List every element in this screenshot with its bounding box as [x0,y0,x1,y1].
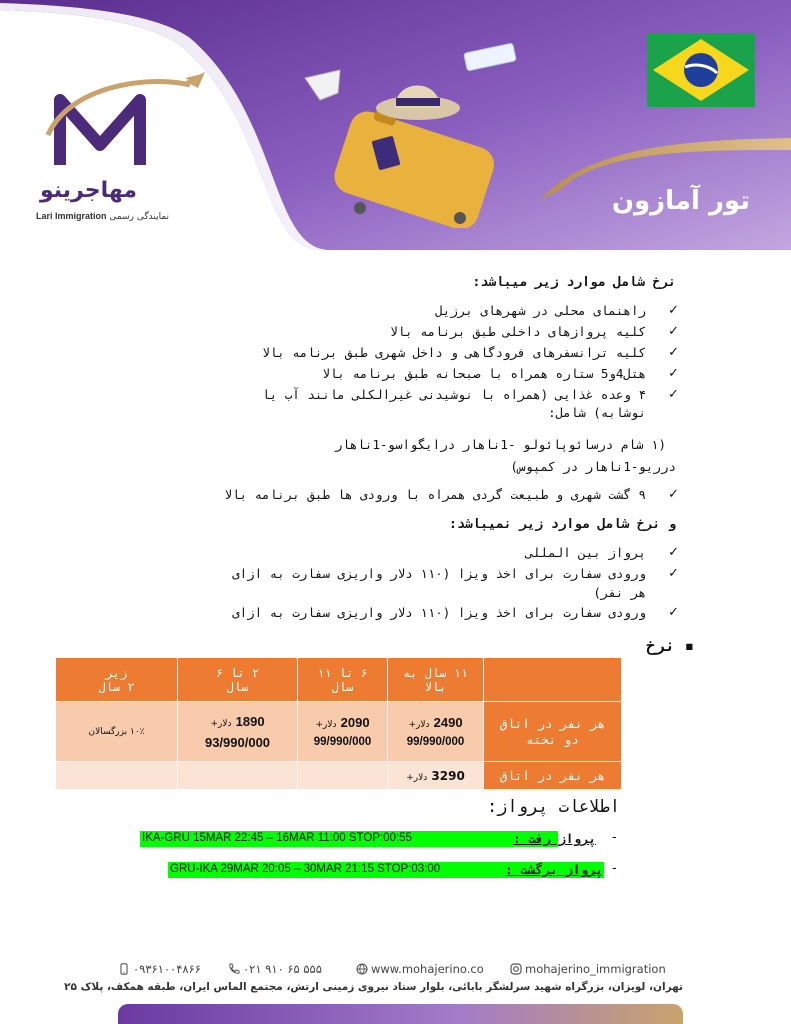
usd-value: 2090 [340,715,370,730]
brazil-flag-icon [647,33,755,107]
usd-value: 1890 [235,713,265,729]
includes-item: کلیه ترانسفرهای فرودگاهی و داخل شهری طبق برنامه بالا [262,345,646,360]
includes-item-cont: نوشابه) شامل: [548,405,646,420]
price-heading [646,636,694,655]
column-header-text: ۱۱ سال به [402,665,469,680]
website-contact[interactable] [356,962,484,976]
phone-number: ۰۲۱ ۹۱۰ ۶۵ ۵۵۵ [243,962,322,976]
dash: - [612,861,617,876]
price-cell-6-11 [298,702,388,762]
return-label: پرواز برگشت : [505,862,603,877]
excludes-item: ورودی سفارت برای اخذ ویزا (۱۱۰ دلار واریزی سفارت به ازای [232,605,646,620]
outbound-flight: IKA-GRU 15MAR 22:45 – 16MAR 11:00 STOP:00:55 [142,832,412,844]
column-header-text: ۲ سال [98,679,135,694]
includes-heading: نرخ شامل موارد زیر میباشد: [472,275,676,290]
footer-address: تهران، لویزان، بزرگراه شهید سرلشگر بابائی، بلوار ستاد نیروی زمینی ارتش، مجتمع الماس ایران، طبقه همکف، پلاک ۲۵ [64,981,683,993]
usd-unit: دلار+ [408,720,430,730]
price-table [56,658,622,790]
meals-line: (۱ شام درسائوپائولو -1ناهار درایگواسو-1ناهار [334,437,666,452]
globe-icon [356,963,368,975]
column-header-text: ۶ تا ۱۱ [317,665,368,680]
instagram-icon [510,963,522,975]
price-cell-under-2 [56,702,178,762]
phone-icon [228,963,240,975]
usd-value: 2490 [433,715,463,730]
mobile-contact[interactable] [118,962,201,976]
meals-line: درریو-1ناهار در کمپوس) [510,459,676,474]
row-label-text: هر نفر در اتاق [499,715,606,731]
suitcase-hat-passport-icon [300,38,530,228]
includes-item: هتل4و5 ستاره همراه با صبحانه طبق برنامه بالا [322,366,646,381]
price-usd [408,715,462,730]
price-cell-2-6 [178,702,298,762]
usd-unit: دلار+ [406,772,428,783]
excludes-item-cont: هر نفر) [593,585,646,600]
instagram-handle: mohajerino_immigration [525,962,666,976]
footer-contacts [118,962,683,978]
irr-value: 93/990/000 [204,734,271,750]
header-banner [0,0,791,255]
price-usd [406,769,465,783]
check-icon: ✓ [668,605,679,620]
check-icon: ✓ [668,303,679,318]
brand-subtitle [36,211,169,222]
row-label-single-room [484,762,622,790]
check-icon: ✓ [668,487,679,502]
column-header-text: بالا [424,679,447,694]
price-cell-11-plus [388,702,484,762]
price-cell-empty [56,762,178,790]
column-header-text: زیر [105,665,128,680]
row-label-double-room [484,702,622,762]
column-header-2-6 [178,658,298,702]
logo-m-plane-icon [30,70,230,180]
brand-name: مهاجرینو [40,178,137,203]
check-icon: ✓ [668,324,679,339]
check-icon: ✓ [668,366,679,381]
price-cell-single-11-plus [388,762,484,790]
brand-subtitle-fa: نمایندگی رسمی [109,212,170,222]
usd-unit: دلار+ [210,718,232,729]
column-header-empty [484,658,622,702]
tour-title: تور آمازون [611,186,750,216]
usd-value: 3290 [431,768,465,783]
mobile-icon [118,963,130,975]
usd-unit: دلار+ [315,720,337,730]
column-header-text: ۲ تا ۶ [215,665,260,680]
check-icon: ✓ [668,566,679,581]
price-usd [210,714,264,729]
excludes-item: پرواز بین المللی [525,545,646,560]
column-header-11-plus [388,658,484,702]
price-cell-empty [178,762,298,790]
return-flight: GRU-IKA 29MAR 20:05 – 30MAR 21:15 STOP:03:00 [170,863,441,875]
irr-value: 99/990/000 [406,736,465,748]
row-label-text: هر نفر در اتاق [499,767,606,783]
price-cell-empty [298,762,388,790]
column-header-text: سال [331,679,354,694]
instagram-contact[interactable] [510,962,666,976]
irr-value: 99/990/000 [313,736,372,748]
check-icon: ✓ [668,345,679,360]
bullet-icon: ▪ [684,636,695,655]
dash: - [612,830,617,845]
excludes-item: ورودی سفارت برای اخذ ویزا (۱۱۰ دلار واریزی سفارت به ازای [232,566,646,581]
includes-item: ۴ وعده غذایی (همراه با نوشیدنی غیرالکلی مانند آب یا [262,387,646,402]
excludes-heading: و نرخ شامل موارد زیر نمیباشد: [449,517,676,532]
website-url: www.mohajerino.co [371,962,484,976]
includes-tour-item: ۹ گشت شهری و طبیعت گردی همراه با ورودی ها طبق برنامه بالا [224,487,646,502]
price-usd [315,715,369,730]
price-title: نرخ [646,636,675,655]
footer-bar [118,1004,683,1024]
column-header-under-2 [56,658,178,702]
brand-subtitle-en: Lari Immigration [36,211,107,221]
price-note: ۱۰٪ بزرگسالان [88,726,145,737]
flight-heading: اطلاعات پرواز: [486,797,620,817]
outbound-label: پرواز رفت : [513,831,596,846]
row-label-text: دو تخته [526,731,579,747]
check-icon: ✓ [668,545,679,560]
column-header-text: سال [226,679,249,694]
mobile-number: ۰۹۳۶۱۰۰۴۸۶۶ [133,962,201,976]
phone-contact[interactable] [228,962,322,976]
column-header-6-11 [298,658,388,702]
logo-emblem [30,70,230,230]
check-icon: ✓ [668,387,679,402]
includes-item: کلیه پروازهای داخلی طبق برنامه بالا [390,324,646,339]
includes-item: راهنمای محلی در شهرهای برزیل [435,303,646,318]
